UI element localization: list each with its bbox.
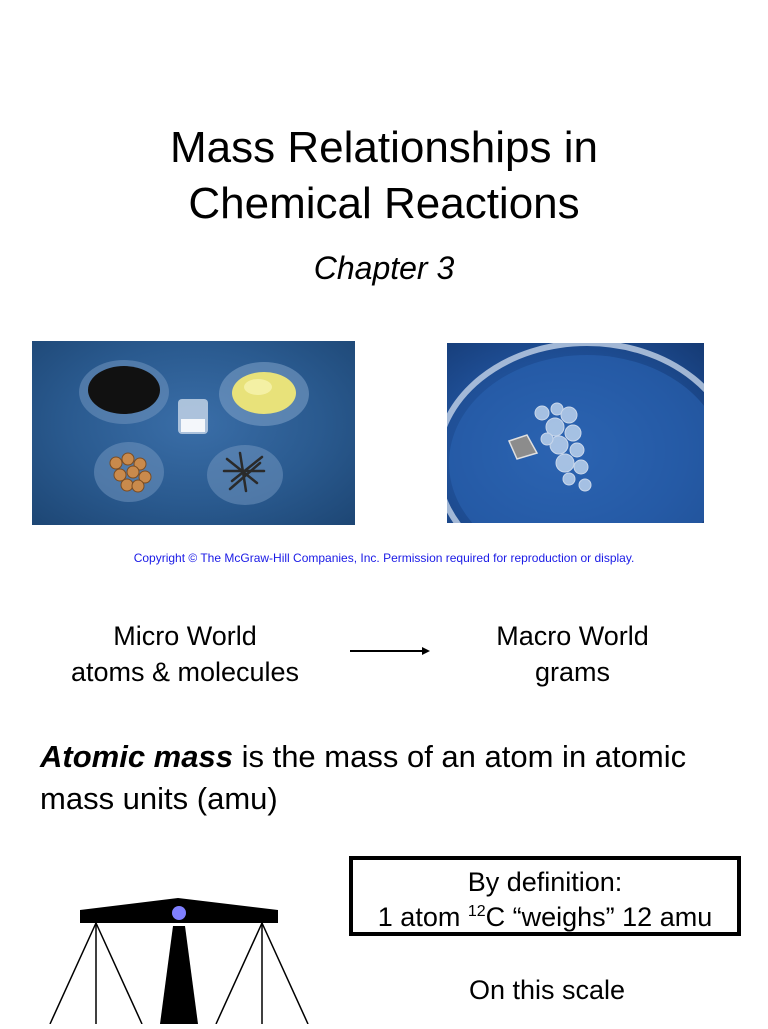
definition-prefix: 1 atom (377, 902, 468, 932)
macro-world-title: Macro World (496, 621, 649, 651)
balance-scale-icon (40, 893, 320, 1024)
title-line-1: Mass Relationships in (170, 123, 598, 172)
micro-world-label (40, 618, 330, 690)
definition-suffix: C “weighs” 12 amu (485, 902, 713, 932)
substances-photo (32, 341, 355, 525)
copyright-notice: Copyright © The McGraw-Hill Companies, Inc. Permission required for reproduction or display. (133, 551, 635, 565)
atomic-mass-definition (40, 736, 740, 820)
slide-title (0, 120, 768, 232)
definition-statement (353, 900, 737, 935)
right-arrow-icon (350, 642, 432, 660)
title-line-2: Chemical Reactions (188, 179, 580, 228)
micro-world-title: Micro World (113, 621, 257, 651)
scale-caption: On this scale (468, 975, 626, 1005)
definition-heading: By definition: (467, 867, 623, 897)
atomic-mass-term: Atomic mass (40, 739, 233, 774)
micro-world-subtitle: atoms & molecules (70, 657, 300, 687)
reaction-dish-photo (447, 343, 704, 523)
macro-world-label (440, 618, 705, 690)
macro-world-subtitle: grams (534, 657, 610, 687)
definition-box (349, 856, 741, 936)
chapter-subtitle: Chapter 3 (313, 250, 455, 286)
isotope-mass-number: 12 (467, 903, 486, 920)
atomic-mass-text: is the mass of an atom in atomic mass units (amu) (40, 739, 687, 816)
